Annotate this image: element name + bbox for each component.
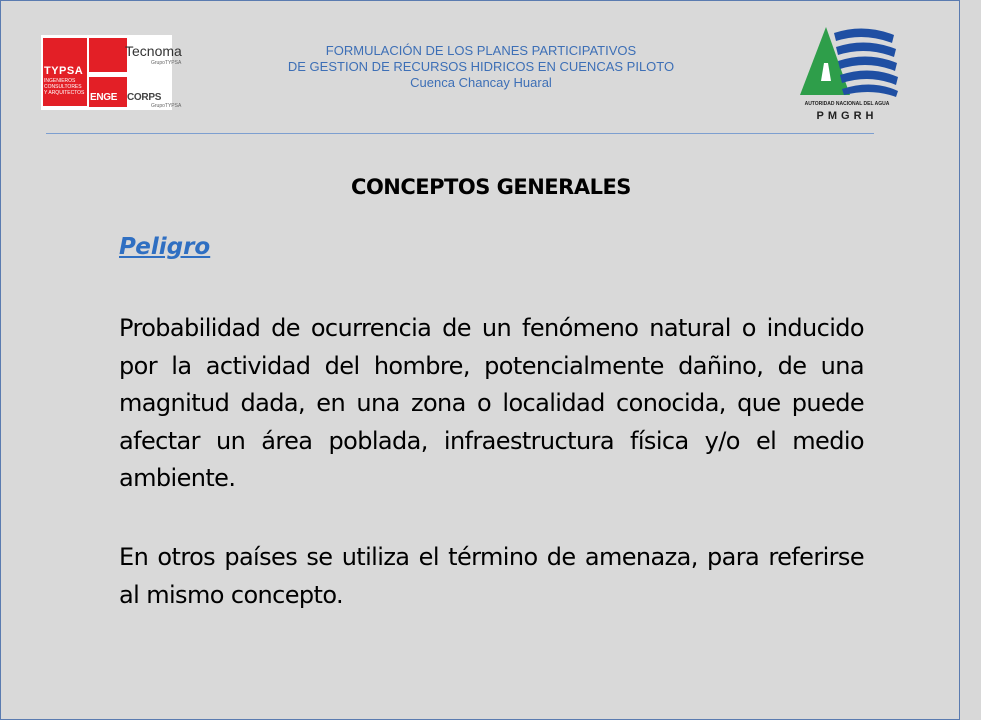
slide-title: CONCEPTOS GENERALES [351, 175, 631, 199]
section-subtitle: Peligro [119, 234, 211, 260]
typsa-tecnoma-engecorps-logo [41, 35, 182, 110]
tecnoma-logo-text: Tecnoma [125, 43, 182, 59]
header-line-3: Cuenca Chancay Huaral [410, 75, 552, 90]
ana-caption: AUTORIDAD NACIONAL DEL AGUA [804, 101, 890, 107]
tecnoma-logo-block [89, 38, 127, 72]
note-paragraph: En otros países se utiliza el término de amenaza, para referirse al mismo concepto. [119, 543, 864, 609]
project-header [221, 43, 741, 91]
typsa-logo-subtext: INGENIEROS CONSULTORES Y ARQUITECTOS [44, 78, 85, 96]
engecorps-logo-text-b: CORPS [127, 92, 162, 103]
typsa-logo-text: TYPSA [44, 65, 84, 77]
ana-mountain-wave-icon [794, 23, 900, 103]
ana-pmgrh-logo [794, 23, 900, 131]
header-line-1: FORMULACIÓN DE LOS PLANES PARTICIPATIVOS [325, 43, 637, 58]
engecorps-group-text: GrupoTYPSA [151, 103, 182, 109]
tecnoma-group-text: GrupoTYPSA [151, 60, 182, 66]
header-line-2: DE GESTION DE RECURSOS HIDRICOS EN CUENCAS PILOTO [287, 59, 675, 74]
header-divider [46, 133, 874, 134]
definition-paragraph: Probabilidad de ocurrencia de un fenómeno natural o inducido por la actividad del hombre, potencialmente dañino, de una magnitud dada, en una zona o localidad conocida, que puede afectar un área poblada, infraestructura física y/o el medio ambiente. [119, 314, 864, 492]
pmgrh-acronym: PMGRH [816, 110, 878, 122]
engecorps-logo-text-a: ENGE [90, 92, 118, 103]
